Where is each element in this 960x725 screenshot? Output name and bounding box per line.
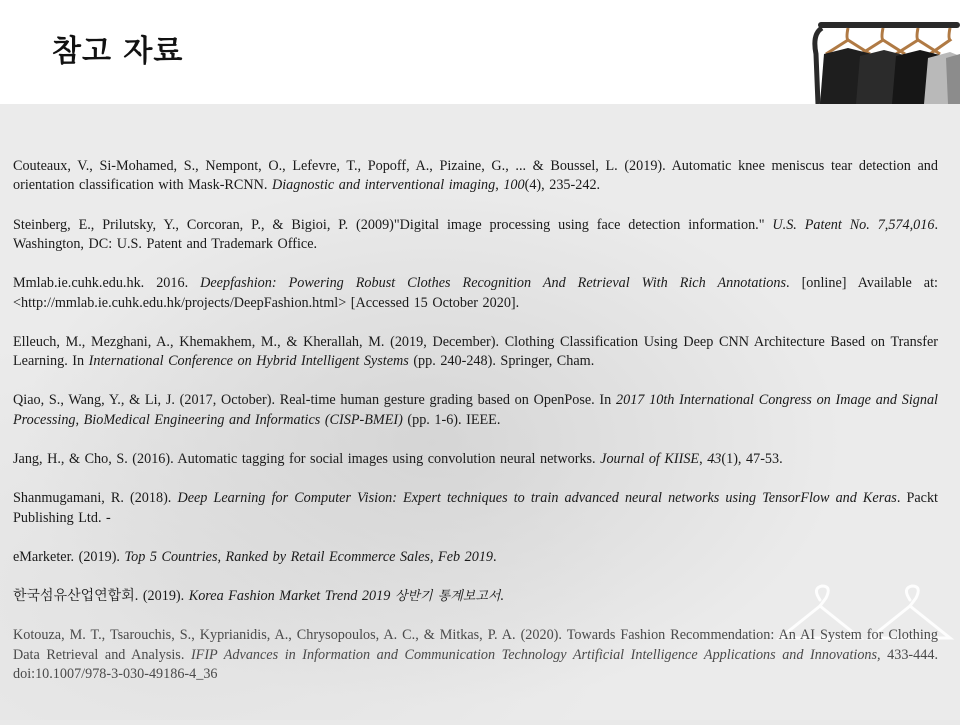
reference-title-text: Deepfashion: Powering Robust Clothes Recognition And Retrieval With Rich Annotations [200,275,787,292]
reference-text: Qiao, S., Wang, Y., & Li, J. (2017, October). Real-time human gesture grading based on OpenPose. In [13,392,617,409]
reference-text: 433-444. doi:10.1007/978-3-030-49186-4_36 [13,646,938,683]
reference-title-text: Journal of KIISE [600,451,700,468]
reference-title-text: U.S. Patent No. 7,574,016 [772,216,935,233]
reference-text: , [699,451,708,468]
reference-text: . (2019). [134,588,189,605]
reference-entry [13,274,938,313]
reference-title-text: Top 5 Countries, Ranked by Retail Ecommerce Sales, Feb 2019 [124,548,494,565]
reference-text: Shanmugamani, R. (2018). [13,490,178,507]
clothes-rack-image [808,14,960,104]
reference-text: . Washington, DC: U.S. Patent and Trademark Office. [13,216,938,253]
reference-entry [13,489,938,528]
reference-text: Mmlab.ie.cuhk.edu.hk. 2016. [13,275,201,292]
reference-entry [13,548,938,567]
reference-title-text: 43 [707,451,722,468]
page-title: 참고 자료 [52,34,184,69]
reference-text: , [495,177,504,194]
reference-list [13,157,938,704]
reference-title-text: 2017 10th International Congress on Image and Signal Processing, BioMedical Engineering and Informatics (CISP-BMEI) [13,392,939,428]
reference-text: (1), 47-53. [721,451,783,468]
reference-text: eMarketer. (2019). [13,548,125,565]
reference-title-text: International Conference on Hybrid Intelligent Systems [88,353,409,370]
reference-text: 한국섬유산업연합회 [13,588,135,605]
reference-title-text: . [500,588,505,605]
reference-entry [13,157,938,196]
reference-text: . Packt Publishing Ltd. - [13,490,938,526]
reference-entry [13,450,938,469]
reference-entry [13,391,938,430]
reference-text: (pp. 240-248). Springer, Cham. [408,353,595,370]
reference-text: (4), 235-242. [524,177,601,194]
reference-title-text: Korea Fashion Market Trend 2019 [188,588,395,605]
reference-text: (pp. 1-6). IEEE. [402,411,501,428]
reference-entry [13,216,938,255]
reference-text: Steinberg, E., Prilutsky, Y., Corcoran, P., & Bigioi, P. (2009)"Digital image processing using face detection information." [13,216,773,233]
reference-text: Jang, H., & Cho, S. (2016). Automatic tagging for social images using convolution neural networks. [13,451,601,468]
reference-title-text: Deep Learning for Computer Vision: Expert techniques to train advanced neural networks using TensorFlow and Keras [177,490,897,507]
reference-text: Kotouza, M. T., Tsarouchis, S., Kyprianidis, A., Chrysopoulos, A. C., & Mitkas, P. A. (2020). Towards Fashion Recommendation: An AI System for Clothing Data Retrieval and Analysis. [13,627,938,663]
reference-entry [13,333,938,372]
reference-title-text: 상반기 통계보고서 [394,589,501,605]
reference-text: Elleuch, M., Mezghani, A., Khemakhem, M., & Kherallah, M. (2019, December). Clothing Classification Using Deep CNN Architecture Based on Transfer Learning. In [13,333,938,370]
reference-text: Couteaux, V., Si-Mohamed, S., Nempont, O., Lefevre, T., Popoff, A., Pizaine, G., ... & Boussel, L. (2019). Automatic knee meniscus tear detection and orientation classification with Mask-RCNN. [13,158,938,194]
reference-entry [13,587,938,606]
reference-text: . [online] Available at: <http://mmlab.ie.cuhk.edu.hk/projects/DeepFashion.html> [Accessed 15 October 2020]. [13,275,938,311]
reference-entry [13,626,938,684]
reference-text: . [493,548,497,565]
reference-title-text: 100 [503,177,525,194]
reference-title-text: Diagnostic and interventional imaging [271,177,496,194]
reference-title-text: IFIP Advances in Information and Communication Technology Artificial Intelligence Applications and Innovations, [190,646,881,663]
